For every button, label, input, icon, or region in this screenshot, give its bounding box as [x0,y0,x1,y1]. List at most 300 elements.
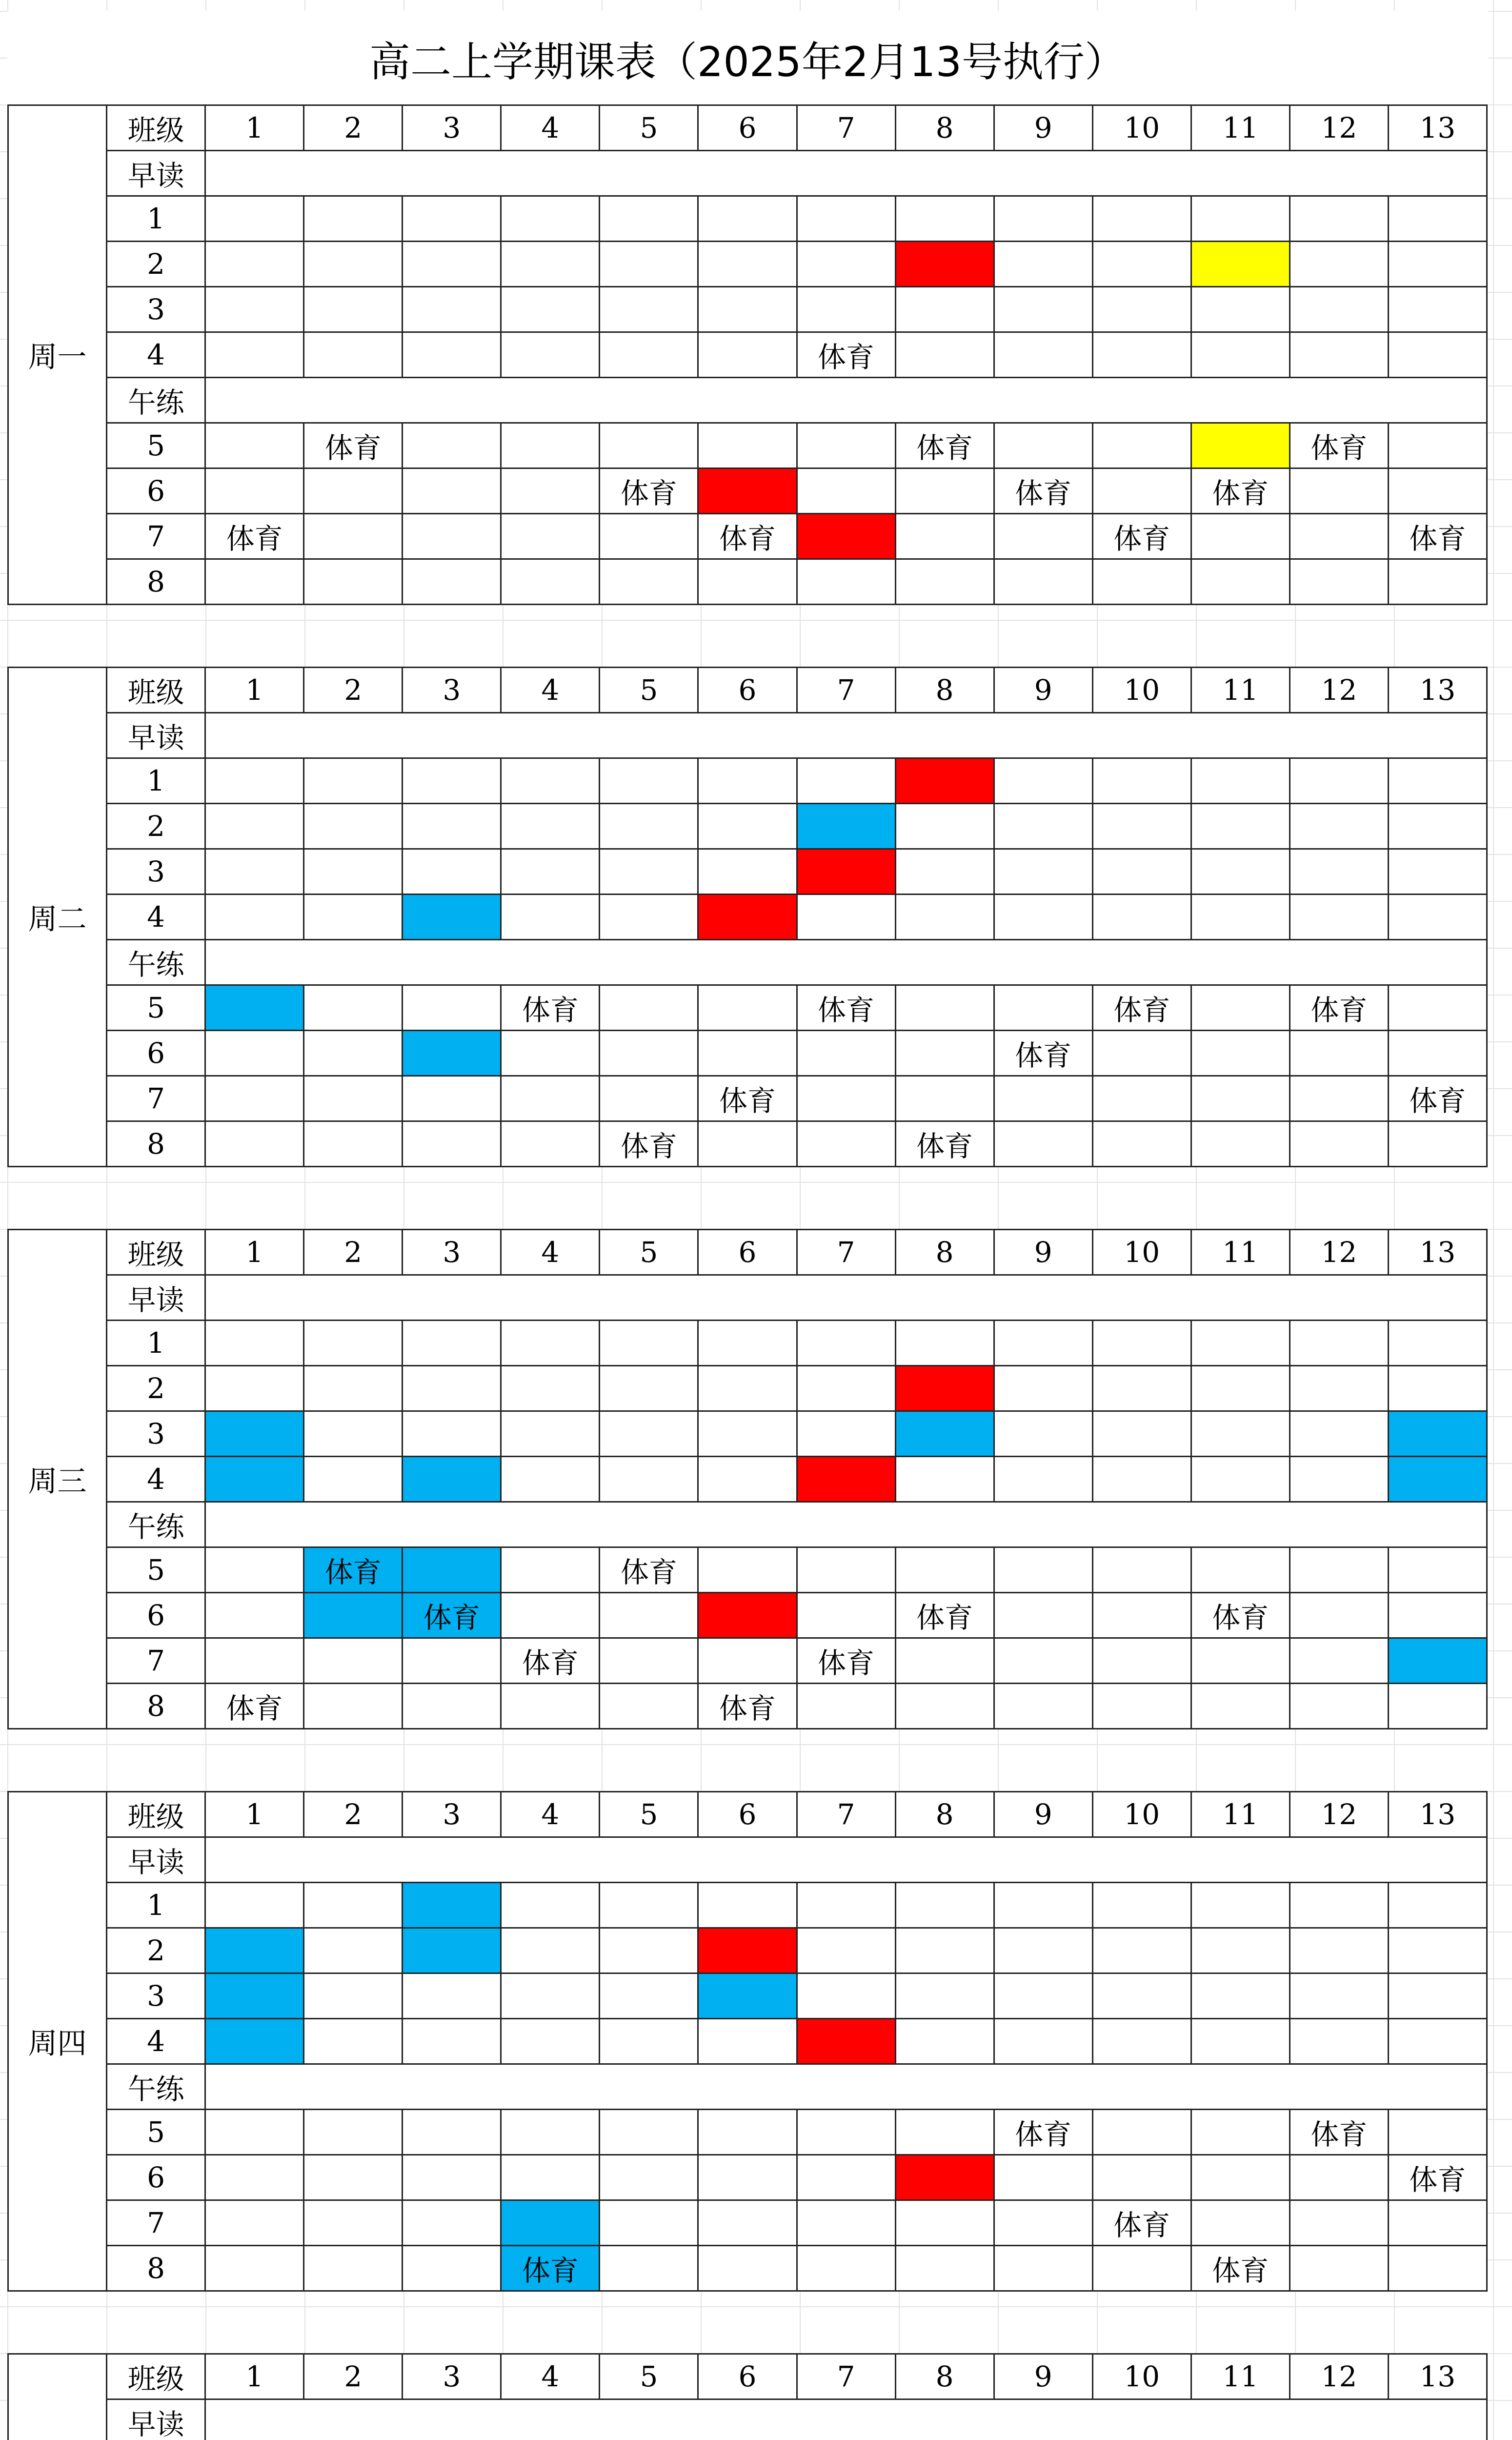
schedule-cell[interactable] [205,2110,304,2155]
schedule-cell[interactable] [1388,1593,1487,1638]
schedule-cell[interactable] [1388,1031,1487,1076]
schedule-cell[interactable] [797,758,895,804]
schedule-cell[interactable] [1092,758,1191,804]
schedule-cell[interactable] [698,332,797,378]
schedule-cell[interactable] [1092,1321,1191,1366]
schedule-cell[interactable] [797,1031,895,1076]
schedule-cell[interactable] [1191,1684,1290,1729]
schedule-cell[interactable] [205,1973,304,2019]
schedule-cell[interactable] [994,287,1092,332]
schedule-cell[interactable] [1191,804,1290,849]
pe-class-cell[interactable]: 体育 [205,514,304,559]
schedule-cell[interactable] [600,559,698,605]
schedule-cell[interactable] [304,758,403,804]
schedule-cell[interactable] [600,1321,698,1366]
schedule-cell[interactable] [1191,1547,1290,1593]
schedule-cell[interactable] [1388,804,1487,849]
schedule-cell[interactable] [1191,1366,1290,1411]
schedule-cell[interactable] [501,423,600,468]
pe-class-cell[interactable]: 体育 [1092,514,1191,559]
schedule-cell[interactable] [304,804,403,849]
schedule-cell[interactable] [205,2246,304,2291]
schedule-cell[interactable] [501,514,600,559]
schedule-cell[interactable] [1290,1684,1388,1729]
schedule-cell[interactable] [1191,1076,1290,1121]
pe-class-cell[interactable]: 体育 [994,468,1092,514]
schedule-cell[interactable] [1092,1121,1191,1167]
schedule-cell[interactable] [1191,1638,1290,1684]
pe-class-cell[interactable]: 体育 [1191,468,1290,514]
pe-class-cell[interactable]: 体育 [698,1684,797,1729]
schedule-cell[interactable] [1290,2155,1388,2200]
schedule-cell[interactable] [1191,1411,1290,1457]
schedule-cell[interactable] [797,423,895,468]
schedule-cell[interactable] [1290,1928,1388,1973]
schedule-cell[interactable] [1388,332,1487,378]
schedule-cell[interactable] [1092,2019,1191,2064]
schedule-cell[interactable] [304,1076,403,1121]
schedule-cell[interactable] [1290,1121,1388,1167]
schedule-cell[interactable] [797,1121,895,1167]
schedule-cell[interactable] [895,1366,994,1411]
schedule-cell[interactable] [1191,849,1290,895]
schedule-cell[interactable] [403,1076,501,1121]
schedule-cell[interactable] [1388,287,1487,332]
schedule-cell[interactable] [698,2246,797,2291]
schedule-cell[interactable] [994,2019,1092,2064]
schedule-cell[interactable] [797,2019,895,2064]
schedule-cell[interactable] [895,895,994,940]
schedule-cell[interactable] [994,1973,1092,2019]
schedule-cell[interactable] [1191,287,1290,332]
schedule-cell[interactable] [304,1973,403,2019]
schedule-cell[interactable] [895,1928,994,1973]
schedule-cell[interactable] [501,1928,600,1973]
schedule-cell[interactable] [1388,1321,1487,1366]
schedule-cell[interactable] [600,332,698,378]
schedule-cell[interactable] [304,895,403,940]
schedule-cell[interactable] [600,2246,698,2291]
schedule-cell[interactable] [895,514,994,559]
schedule-cell[interactable] [205,2155,304,2200]
schedule-cell[interactable] [895,1547,994,1593]
schedule-cell[interactable] [994,1121,1092,1167]
schedule-cell[interactable] [1191,332,1290,378]
schedule-cell[interactable] [205,242,304,287]
schedule-cell[interactable] [304,1411,403,1457]
schedule-cell[interactable] [895,1076,994,1121]
schedule-cell[interactable] [698,1321,797,1366]
schedule-cell[interactable] [205,849,304,895]
pe-class-cell[interactable]: 体育 [994,1031,1092,1076]
schedule-cell[interactable] [403,985,501,1031]
schedule-cell[interactable] [205,985,304,1031]
pe-class-cell[interactable]: 体育 [501,985,600,1031]
schedule-cell[interactable] [1092,1031,1191,1076]
schedule-cell[interactable] [403,2110,501,2155]
schedule-cell[interactable] [895,1883,994,1928]
schedule-cell[interactable] [1290,242,1388,287]
schedule-cell[interactable] [304,242,403,287]
schedule-cell[interactable] [205,1638,304,1684]
schedule-cell[interactable] [895,196,994,242]
schedule-cell[interactable] [1092,287,1191,332]
schedule-cell[interactable] [600,514,698,559]
schedule-cell[interactable] [304,1638,403,1684]
pe-class-cell[interactable]: 体育 [205,1684,304,1729]
schedule-cell[interactable] [797,1684,895,1729]
schedule-cell[interactable] [304,559,403,605]
schedule-cell[interactable] [1290,1457,1388,1502]
schedule-cell[interactable] [994,1883,1092,1928]
schedule-cell[interactable] [1388,1366,1487,1411]
schedule-cell[interactable] [994,1076,1092,1121]
schedule-cell[interactable] [403,1973,501,2019]
schedule-cell[interactable] [1092,242,1191,287]
schedule-cell[interactable] [600,1076,698,1121]
schedule-cell[interactable] [797,468,895,514]
schedule-cell[interactable] [1092,1593,1191,1638]
schedule-cell[interactable] [1092,1076,1191,1121]
schedule-cell[interactable] [797,559,895,605]
schedule-cell[interactable] [501,2200,600,2246]
schedule-cell[interactable] [205,559,304,605]
schedule-cell[interactable] [205,1593,304,1638]
schedule-cell[interactable] [1092,895,1191,940]
schedule-cell[interactable] [895,1638,994,1684]
pe-class-cell[interactable]: 体育 [304,1547,403,1593]
schedule-cell[interactable] [895,1684,994,1729]
schedule-cell[interactable] [403,1411,501,1457]
schedule-cell[interactable] [304,287,403,332]
schedule-cell[interactable] [1191,2155,1290,2200]
schedule-cell[interactable] [698,1457,797,1502]
schedule-cell[interactable] [403,1366,501,1411]
schedule-cell[interactable] [895,2019,994,2064]
schedule-cell[interactable] [501,2019,600,2064]
schedule-cell[interactable] [1388,2246,1487,2291]
pe-class-cell[interactable]: 体育 [797,1638,895,1684]
schedule-cell[interactable] [994,1547,1092,1593]
schedule-cell[interactable] [1191,1928,1290,1973]
schedule-cell[interactable] [600,423,698,468]
schedule-cell[interactable] [1388,895,1487,940]
schedule-cell[interactable] [205,196,304,242]
schedule-cell[interactable] [600,1031,698,1076]
schedule-cell[interactable] [205,332,304,378]
schedule-cell[interactable] [1092,196,1191,242]
schedule-cell[interactable] [994,1593,1092,1638]
schedule-cell[interactable] [501,1031,600,1076]
schedule-cell[interactable] [698,1973,797,2019]
schedule-cell[interactable] [994,849,1092,895]
schedule-cell[interactable] [994,332,1092,378]
schedule-cell[interactable] [797,1366,895,1411]
schedule-cell[interactable] [501,468,600,514]
schedule-cell[interactable] [1290,196,1388,242]
schedule-cell[interactable] [1290,804,1388,849]
schedule-cell[interactable] [501,1547,600,1593]
schedule-cell[interactable] [205,2019,304,2064]
schedule-cell[interactable] [403,895,501,940]
schedule-cell[interactable] [1290,849,1388,895]
schedule-cell[interactable] [304,2019,403,2064]
schedule-cell[interactable] [895,2155,994,2200]
schedule-cell[interactable] [994,2246,1092,2291]
schedule-cell[interactable] [501,1973,600,2019]
schedule-cell[interactable] [403,1121,501,1167]
schedule-cell[interactable] [600,1411,698,1457]
schedule-cell[interactable] [1191,1321,1290,1366]
schedule-cell[interactable] [698,985,797,1031]
schedule-cell[interactable] [994,2200,1092,2246]
schedule-cell[interactable] [797,1547,895,1593]
schedule-cell[interactable] [403,1928,501,1973]
schedule-cell[interactable] [403,423,501,468]
schedule-cell[interactable] [994,1638,1092,1684]
schedule-cell[interactable] [403,758,501,804]
schedule-cell[interactable] [501,1883,600,1928]
schedule-cell[interactable] [205,895,304,940]
schedule-cell[interactable] [1290,1883,1388,1928]
schedule-cell[interactable] [1191,2110,1290,2155]
schedule-cell[interactable] [403,2019,501,2064]
schedule-cell[interactable] [994,804,1092,849]
schedule-cell[interactable] [1388,1638,1487,1684]
schedule-cell[interactable] [403,1457,501,1502]
schedule-cell[interactable] [501,1457,600,1502]
schedule-cell[interactable] [600,287,698,332]
pe-class-cell[interactable]: 体育 [1290,423,1388,468]
schedule-cell[interactable] [1388,1883,1487,1928]
schedule-cell[interactable] [994,985,1092,1031]
schedule-cell[interactable] [1388,2019,1487,2064]
schedule-cell[interactable] [1290,1321,1388,1366]
schedule-cell[interactable] [698,242,797,287]
pe-class-cell[interactable]: 体育 [1388,514,1487,559]
schedule-cell[interactable] [205,2200,304,2246]
schedule-cell[interactable] [1092,849,1191,895]
schedule-cell[interactable] [797,2200,895,2246]
schedule-cell[interactable] [698,196,797,242]
schedule-cell[interactable] [304,1121,403,1167]
schedule-cell[interactable] [1290,1411,1388,1457]
schedule-cell[interactable] [403,196,501,242]
schedule-cell[interactable] [1388,2110,1487,2155]
schedule-cell[interactable] [1092,2155,1191,2200]
schedule-cell[interactable] [403,849,501,895]
schedule-cell[interactable] [1092,1638,1191,1684]
pe-class-cell[interactable]: 体育 [1092,985,1191,1031]
pe-class-cell[interactable]: 体育 [797,985,895,1031]
schedule-cell[interactable] [1388,1411,1487,1457]
schedule-cell[interactable] [403,468,501,514]
schedule-cell[interactable] [895,287,994,332]
schedule-cell[interactable] [895,332,994,378]
schedule-cell[interactable] [698,1366,797,1411]
schedule-cell[interactable] [895,1973,994,2019]
schedule-cell[interactable] [205,468,304,514]
schedule-cell[interactable] [994,559,1092,605]
schedule-cell[interactable] [895,758,994,804]
schedule-cell[interactable] [1191,559,1290,605]
schedule-cell[interactable] [895,985,994,1031]
schedule-cell[interactable] [1388,1973,1487,2019]
schedule-cell[interactable] [1290,332,1388,378]
schedule-cell[interactable] [797,2155,895,2200]
schedule-cell[interactable] [895,1457,994,1502]
schedule-cell[interactable] [1290,758,1388,804]
pe-class-cell[interactable]: 体育 [600,1121,698,1167]
schedule-cell[interactable] [501,2110,600,2155]
schedule-cell[interactable] [1092,468,1191,514]
pe-class-cell[interactable]: 体育 [1388,2155,1487,2200]
schedule-cell[interactable] [1388,1121,1487,1167]
pe-class-cell[interactable]: 体育 [797,332,895,378]
schedule-cell[interactable] [797,1883,895,1928]
schedule-cell[interactable] [501,1366,600,1411]
schedule-cell[interactable] [1191,985,1290,1031]
schedule-cell[interactable] [304,1457,403,1502]
schedule-cell[interactable] [600,1457,698,1502]
schedule-cell[interactable] [698,1547,797,1593]
schedule-cell[interactable] [1092,804,1191,849]
schedule-cell[interactable] [797,2110,895,2155]
schedule-cell[interactable] [698,2200,797,2246]
schedule-cell[interactable] [600,985,698,1031]
schedule-cell[interactable] [205,1928,304,1973]
schedule-cell[interactable] [501,2155,600,2200]
schedule-cell[interactable] [994,2155,1092,2200]
schedule-cell[interactable] [1290,2019,1388,2064]
schedule-cell[interactable] [1191,1121,1290,1167]
schedule-cell[interactable] [698,287,797,332]
schedule-cell[interactable] [1290,468,1388,514]
schedule-cell[interactable] [205,758,304,804]
schedule-cell[interactable] [501,559,600,605]
schedule-cell[interactable] [797,514,895,559]
schedule-cell[interactable] [403,2155,501,2200]
schedule-cell[interactable] [797,242,895,287]
pe-class-cell[interactable]: 体育 [1092,2200,1191,2246]
schedule-cell[interactable] [600,758,698,804]
schedule-cell[interactable] [403,1638,501,1684]
schedule-cell[interactable] [1191,1883,1290,1928]
schedule-cell[interactable] [698,423,797,468]
schedule-cell[interactable] [1290,1366,1388,1411]
schedule-cell[interactable] [403,559,501,605]
pe-class-cell[interactable]: 体育 [1191,2246,1290,2291]
schedule-cell[interactable] [403,1684,501,1729]
schedule-cell[interactable] [304,332,403,378]
schedule-cell[interactable] [698,849,797,895]
schedule-cell[interactable] [1092,1928,1191,1973]
schedule-cell[interactable] [304,514,403,559]
schedule-cell[interactable] [205,1547,304,1593]
schedule-cell[interactable] [304,1684,403,1729]
pe-class-cell[interactable]: 体育 [698,514,797,559]
schedule-cell[interactable] [994,423,1092,468]
schedule-cell[interactable] [698,758,797,804]
schedule-cell[interactable] [698,804,797,849]
schedule-cell[interactable] [600,1684,698,1729]
schedule-cell[interactable] [304,985,403,1031]
schedule-cell[interactable] [205,287,304,332]
schedule-cell[interactable] [895,2200,994,2246]
schedule-cell[interactable] [1290,287,1388,332]
schedule-cell[interactable] [600,242,698,287]
pe-class-cell[interactable]: 体育 [895,423,994,468]
schedule-cell[interactable] [895,242,994,287]
schedule-cell[interactable] [1388,1547,1487,1593]
schedule-cell[interactable] [501,1593,600,1638]
schedule-cell[interactable] [1191,514,1290,559]
schedule-cell[interactable] [1388,849,1487,895]
schedule-cell[interactable] [1191,242,1290,287]
schedule-cell[interactable] [600,196,698,242]
schedule-cell[interactable] [1092,2110,1191,2155]
schedule-cell[interactable] [304,849,403,895]
schedule-cell[interactable] [698,1638,797,1684]
pe-class-cell[interactable]: 体育 [895,1121,994,1167]
schedule-cell[interactable] [1092,1684,1191,1729]
pe-class-cell[interactable]: 体育 [895,1593,994,1638]
schedule-cell[interactable] [205,423,304,468]
schedule-cell[interactable] [1191,2200,1290,2246]
schedule-cell[interactable] [304,468,403,514]
schedule-cell[interactable] [600,2019,698,2064]
schedule-cell[interactable] [797,1593,895,1638]
schedule-cell[interactable] [501,849,600,895]
pe-class-cell[interactable]: 体育 [403,1593,501,1638]
schedule-cell[interactable] [1092,1883,1191,1928]
pe-class-cell[interactable]: 体育 [1290,2110,1388,2155]
schedule-cell[interactable] [403,1547,501,1593]
schedule-cell[interactable] [205,1031,304,1076]
schedule-cell[interactable] [1092,559,1191,605]
schedule-cell[interactable] [403,287,501,332]
schedule-cell[interactable] [994,196,1092,242]
schedule-cell[interactable] [304,1031,403,1076]
schedule-cell[interactable] [698,895,797,940]
schedule-cell[interactable] [1191,1031,1290,1076]
schedule-cell[interactable] [797,2246,895,2291]
schedule-cell[interactable] [994,1928,1092,1973]
schedule-cell[interactable] [205,1883,304,1928]
schedule-cell[interactable] [501,196,600,242]
schedule-cell[interactable] [797,895,895,940]
schedule-cell[interactable] [1092,1547,1191,1593]
schedule-cell[interactable] [403,2246,501,2291]
schedule-cell[interactable] [1388,423,1487,468]
schedule-cell[interactable] [1191,895,1290,940]
schedule-cell[interactable] [1290,895,1388,940]
schedule-cell[interactable] [1388,2200,1487,2246]
schedule-cell[interactable] [698,2155,797,2200]
schedule-cell[interactable] [304,1321,403,1366]
schedule-cell[interactable] [304,1928,403,1973]
schedule-cell[interactable] [403,1321,501,1366]
schedule-cell[interactable] [304,2246,403,2291]
schedule-cell[interactable] [600,2110,698,2155]
schedule-cell[interactable] [205,1411,304,1457]
schedule-cell[interactable] [698,1928,797,1973]
schedule-cell[interactable] [600,1593,698,1638]
schedule-cell[interactable] [1092,1457,1191,1502]
schedule-cell[interactable] [1191,196,1290,242]
schedule-cell[interactable] [304,2155,403,2200]
schedule-cell[interactable] [994,758,1092,804]
